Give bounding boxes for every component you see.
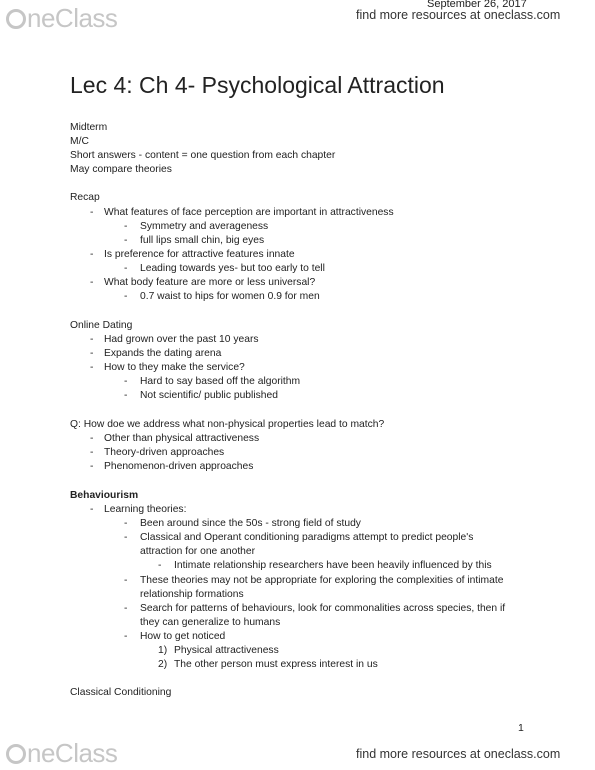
list-item: Learning theories: xyxy=(104,504,187,515)
behaviourism-heading: Behaviourism xyxy=(70,490,139,501)
oneclass-logo-footer xyxy=(6,738,117,769)
list-item: Search for patterns of behaviours, look for commonalities across species, then if xyxy=(140,603,506,614)
list-item: Been around since the 50s - strong field of study xyxy=(140,518,361,529)
recap-heading: Recap xyxy=(70,192,100,203)
bullet-dash: - xyxy=(90,207,94,218)
bullet-dash: - xyxy=(90,461,94,472)
bullet-dash: - xyxy=(124,235,128,246)
logo-circle-icon xyxy=(6,744,26,764)
list-item: Other than physical attractiveness xyxy=(104,433,260,444)
list-item: Not scientific/ public published xyxy=(140,390,278,401)
list-item-continued: they can generalize to humans xyxy=(140,617,281,628)
list-item: How to they make the service? xyxy=(104,362,245,373)
midterm-line: Midterm xyxy=(70,122,108,133)
list-item: Leading towards yes- but too early to tell xyxy=(140,263,325,274)
page-title: Lec 4: Ch 4- Psychological Attraction xyxy=(70,72,445,98)
bullet-dash: - xyxy=(90,334,94,345)
list-item: The other person must express interest in us xyxy=(174,659,378,670)
bullet-dash: - xyxy=(124,532,128,543)
list-item: Symmetry and averageness xyxy=(140,221,269,232)
list-item: Hard to say based off the algorithm xyxy=(140,376,301,387)
list-item: Phenomenon-driven approaches xyxy=(104,461,254,472)
header-tagline[interactable]: find more resources at oneclass.com xyxy=(356,8,561,22)
bullet-dash: - xyxy=(124,518,128,529)
classical-heading: Classical Conditioning xyxy=(70,687,172,698)
bullet-dash: - xyxy=(90,249,94,260)
logo-text: neClass xyxy=(27,738,118,768)
list-item: Classical and Operant conditioning paradigms attempt to predict people's xyxy=(140,532,474,543)
list-number: 1) xyxy=(158,645,168,656)
online-heading: Online Dating xyxy=(70,320,133,331)
list-item: Had grown over the past 10 years xyxy=(104,334,259,345)
list-number: 2) xyxy=(158,659,168,670)
bullet-dash: - xyxy=(124,291,128,302)
bullet-dash: - xyxy=(158,560,162,571)
list-item: 0.7 waist to hips for women 0.9 for men xyxy=(140,291,320,302)
bullet-dash: - xyxy=(90,277,94,288)
list-item: Expands the dating arena xyxy=(104,348,222,359)
bullet-dash: - xyxy=(124,603,128,614)
list-item: How to get noticed xyxy=(140,631,226,642)
bullet-dash: - xyxy=(124,221,128,232)
footer-tagline[interactable]: find more resources at oneclass.com xyxy=(356,747,561,761)
midterm-line: Short answers - content = one question from each chapter xyxy=(70,150,336,161)
logo-circle-icon xyxy=(6,9,26,29)
midterm-line: M/C xyxy=(70,136,89,147)
logo-text: neClass xyxy=(27,3,118,33)
list-item: Intimate relationship researchers have been heavily influenced by this xyxy=(174,560,492,571)
header-date: September 26, 2017 xyxy=(427,0,527,10)
bullet-dash: - xyxy=(90,348,94,359)
list-item: Theory-driven approaches xyxy=(104,447,225,458)
bullet-dash: - xyxy=(90,504,94,515)
bullet-dash: - xyxy=(124,631,128,642)
bullet-dash: - xyxy=(124,263,128,274)
bullet-dash: - xyxy=(124,575,128,586)
list-item-continued: attraction for one another xyxy=(140,546,256,557)
list-item: What features of face perception are important in attractiveness xyxy=(104,207,394,218)
list-item: These theories may not be appropriate for exploring the complexities of intimate xyxy=(140,575,504,586)
list-item-continued: relationship formations xyxy=(140,589,244,600)
bullet-dash: - xyxy=(124,390,128,401)
list-item: What body feature are more or less universal? xyxy=(104,277,316,288)
list-item: Is preference for attractive features innate xyxy=(104,249,295,260)
question-heading: Q: How doe we address what non-physical properties lead to match? xyxy=(70,419,385,430)
bullet-dash: - xyxy=(90,362,94,373)
list-item: full lips small chin, big eyes xyxy=(140,235,265,246)
list-item: Physical attractiveness xyxy=(174,645,279,656)
bullet-dash: - xyxy=(124,376,128,387)
bullet-dash: - xyxy=(90,433,94,444)
midterm-line: May compare theories xyxy=(70,164,172,175)
oneclass-logo xyxy=(6,3,117,34)
page-number: 1 xyxy=(518,722,524,734)
bullet-dash: - xyxy=(90,447,94,458)
